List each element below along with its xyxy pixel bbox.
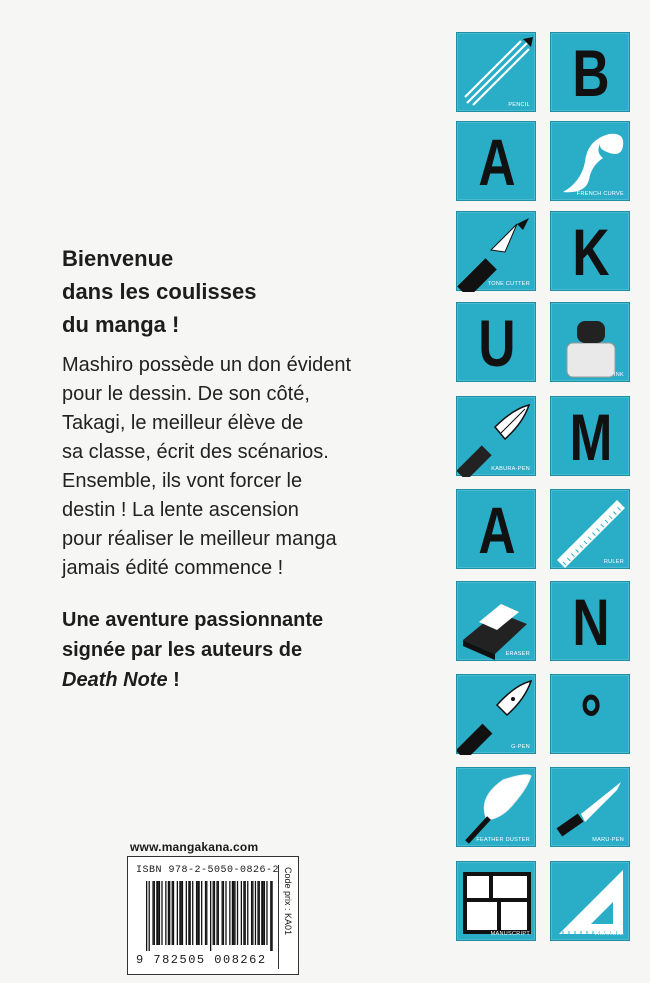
isbn: ISBN 978-2-5050-0826-2	[136, 865, 280, 876]
g-pen-icon	[457, 675, 537, 755]
tool-label: INK	[613, 372, 624, 378]
synopsis-line: destin ! La lente ascension	[62, 499, 299, 521]
ruler-icon	[551, 490, 631, 570]
headline-line: dans les coulisses	[62, 279, 257, 304]
tool-tile	[456, 32, 536, 112]
manuscript-icon	[457, 862, 537, 942]
letter-tile	[550, 581, 630, 661]
triangle-icon	[551, 862, 631, 942]
tool-label: RULER	[603, 559, 624, 565]
tool-tile	[456, 861, 536, 941]
synopsis-line: jamais édité commence !	[62, 557, 284, 579]
title-letter: °	[580, 680, 602, 758]
synopsis-line: pour le dessin. De son côté,	[62, 383, 310, 405]
synopsis	[62, 351, 432, 583]
letter-tile	[550, 32, 630, 112]
tone-cutter-icon	[457, 212, 537, 292]
title-letter: M	[569, 400, 613, 474]
letter-tile	[550, 674, 630, 758]
barcode-box	[127, 856, 299, 975]
synopsis-line: Ensemble, ils vont forcer le	[62, 470, 303, 492]
barcode-number: 9 782505 008262	[136, 953, 267, 967]
title-letter: B	[572, 36, 610, 110]
tool-label: TRIANGLE	[594, 931, 624, 937]
tagline-line: Une aventure passionnante	[62, 609, 324, 631]
code-prix	[278, 865, 294, 969]
barcode-icon	[146, 881, 276, 951]
tool-label: MARU-PEN	[592, 837, 624, 843]
tagline-end: !	[167, 669, 180, 691]
synopsis-line: sa classe, écrit des scénarios.	[62, 441, 329, 463]
tool-label: KABURA-PEN	[491, 466, 530, 472]
feather-duster-icon	[457, 768, 537, 848]
tool-label: FRENCH CURVE	[576, 191, 624, 197]
headline	[62, 242, 432, 341]
tool-label: FEATHER DUSTER	[476, 837, 530, 843]
title-letter: N	[572, 585, 610, 659]
tagline-line	[62, 665, 432, 695]
tagline	[62, 605, 432, 695]
synopsis-line: pour réaliser le meilleur manga	[62, 528, 337, 550]
tool-tile	[550, 861, 630, 941]
tool-label: PENCIL	[508, 102, 530, 108]
pencil-icon	[457, 33, 537, 113]
tool-tile	[550, 767, 630, 847]
title-letter: K	[572, 215, 610, 289]
eraser-icon	[457, 582, 537, 662]
kabura-pen-icon	[457, 397, 537, 477]
tool-tile	[456, 211, 536, 291]
death-note-title: Death Note	[62, 669, 168, 691]
tool-tile	[456, 674, 536, 754]
website-link[interactable]: www.mangakana.com	[130, 840, 259, 854]
synopsis-line: Takagi, le meilleur élève de	[62, 412, 304, 434]
code-prix-label: Code prix : KA01	[283, 867, 293, 936]
title-letter: U	[478, 306, 516, 380]
title-letter: A	[478, 493, 516, 567]
tagline-line: signée par les auteurs de	[62, 639, 303, 661]
tool-label: ERASER	[505, 651, 530, 657]
tool-tile	[550, 121, 630, 201]
tool-tile	[550, 489, 630, 569]
tool-tile	[456, 396, 536, 476]
letter-tile	[456, 489, 536, 569]
letter-tile	[456, 302, 536, 382]
tool-tile	[456, 767, 536, 847]
ink-bottle-icon	[551, 303, 631, 383]
letter-tile	[550, 211, 630, 291]
headline-line: du manga !	[62, 312, 180, 337]
back-cover-text	[62, 242, 432, 695]
tool-tile	[550, 302, 630, 382]
maru-pen-icon	[551, 768, 631, 848]
tool-label: MANUSCRIPT	[490, 931, 530, 937]
tool-label: G-PEN	[511, 744, 530, 750]
tool-label: TONE CUTTER	[487, 281, 530, 287]
title-letter: A	[478, 125, 516, 199]
headline-line: Bienvenue	[62, 246, 174, 271]
tool-tile	[456, 581, 536, 661]
letter-tile	[550, 396, 630, 476]
synopsis-line: Mashiro possède un don évident	[62, 354, 352, 376]
letter-tile	[456, 121, 536, 201]
french-curve-icon	[551, 122, 631, 202]
